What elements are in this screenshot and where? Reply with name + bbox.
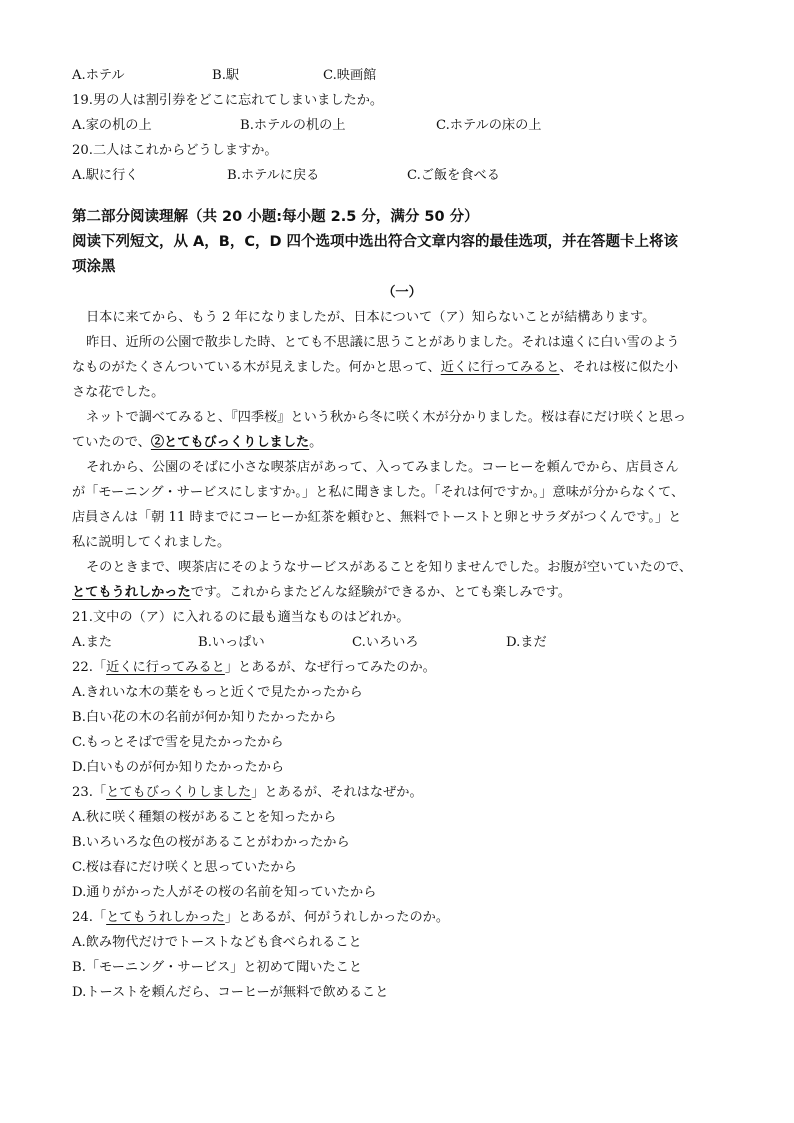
option-d: D.トーストを頼んだら、コーヒーが無料で飲めること — [72, 985, 389, 1000]
passage-paragraph: そのときまで、喫茶店にそのようなサービスがあることを知りませんでした。お腹が空いていたので、 — [86, 560, 693, 575]
option-a: A.家の机の上 — [72, 118, 152, 133]
text: 」とあるが、なぜ行ってみたのか。 — [224, 660, 436, 675]
text: 23.「 — [72, 785, 107, 800]
underlined-phrase: 近くに行ってみると — [440, 360, 560, 375]
text: なものがたくさんついている木が見えました。何かと思って、 — [72, 360, 441, 375]
passage-paragraph: 昨日、近所の公園で散歩した時、とても不思議に思うことがありました。それは遠くに白い雪のよう — [86, 335, 680, 350]
q18-options — [72, 63, 732, 88]
section-instruction-1: 阅读下列短文，从 A，B，C，D 四个选项中选出符合文章内容的最佳选项，并在答题卡上将该 — [72, 234, 679, 250]
option-b: B.「モーニング・サービス」と初めて聞いたこと — [72, 960, 363, 975]
passage-line: さな花でした。 — [72, 385, 165, 400]
passage-line — [72, 430, 732, 455]
option-c: C.桜は春にだけ咲くと思っていたから — [72, 860, 297, 875]
passage-line — [72, 355, 732, 380]
text: です。これからまたどんな経験ができるか、とても楽しみです。 — [190, 585, 572, 600]
option-b: B.ホテルに戻る — [227, 168, 320, 183]
q21-question: 21.文中の（ア）に入れるのに最も適当なものはどれか。 — [72, 610, 410, 625]
option-c: C.映画館 — [323, 68, 377, 83]
text: 24.「 — [72, 910, 107, 925]
option-b: B.いっぱい — [198, 635, 265, 650]
q21-options — [72, 630, 732, 655]
option-b: B.白い花の木の名前が何か知りたかったから — [72, 710, 337, 725]
option-c: C.ホテルの床の上 — [436, 118, 542, 133]
option-a: A.駅に行く — [72, 168, 139, 183]
q20-options — [72, 163, 732, 188]
underlined-phrase: 近くに行ってみると — [106, 660, 225, 675]
option-c: C.もっとそばで雪を見たかったから — [72, 735, 284, 750]
option-b: B.ホテルの机の上 — [240, 118, 346, 133]
text: ていたので、 — [72, 435, 151, 450]
option-c: C.ご飯を食べる — [407, 168, 500, 183]
option-a: A.ホテル — [72, 68, 125, 83]
exam-page — [72, 63, 732, 1005]
option-b: B.駅 — [212, 68, 240, 83]
option-a: A.秋に咲く種類の桜があることを知ったから — [72, 810, 337, 825]
text: 。 — [309, 435, 323, 450]
option-d: D.まだ — [506, 635, 547, 650]
text: 」とあるが、何がうれしかったのか。 — [224, 910, 450, 925]
q19-question: 19.男の人は割引券をどこに忘れてしまいましたか。 — [72, 93, 384, 108]
option-d: D.通りがかった人がその桜の名前を知っていたから — [72, 885, 377, 900]
passage-line: が「モーニング・サービスにしますか。」と私に聞きました。「それは何ですか。」意味が分からなくて、 — [72, 485, 685, 500]
q20-question: 20.二人はこれからどうしますか。 — [72, 143, 278, 158]
q24-question — [72, 905, 732, 930]
underlined-phrase: とてもうれしかった — [72, 585, 191, 600]
passage-number: （一） — [382, 285, 422, 300]
text: 」とあるが、それはなぜか。 — [251, 785, 423, 800]
underlined-phrase: ②とてもびっくりしました — [150, 435, 310, 450]
section-instruction-2: 项涂黑 — [72, 259, 116, 275]
section-title: 第二部分阅读理解（共 20 小题:每小题 2.5 分，满分 50 分） — [72, 209, 479, 225]
q22-question — [72, 655, 732, 680]
option-d: D.白いものが何か知りたかったから — [72, 760, 285, 775]
passage-paragraph: 日本に来てから、もう 2 年になりましたが、日本について（ア）知らないことが結構あります。 — [86, 310, 656, 325]
passage-paragraph: ネットで調べてみると、『四季桜』という秋から冬に咲く木が分かりました。桜は春にだけ咲くと思っ — [86, 410, 687, 425]
text: 22.「 — [72, 660, 107, 675]
passage-line: 私に説明してくれました。 — [72, 535, 231, 550]
option-a: A.きれいな木の葉をもっと近くで見たかったから — [72, 685, 363, 700]
text: 、それは桜に似た小 — [559, 360, 679, 375]
q19-options — [72, 113, 732, 138]
q23-question — [72, 780, 732, 805]
option-c: C.いろいろ — [352, 635, 419, 650]
option-a: A.飲み物代だけでトーストなども食べられること — [72, 935, 362, 950]
passage-paragraph: それから、公園のそばに小さな喫茶店があって、入ってみました。コーヒーを頼んでから、店員さん — [86, 460, 679, 475]
option-a: A.また — [72, 635, 113, 650]
passage-line — [72, 580, 732, 605]
passage-line: 店員さんは「朝 11 時までにコーヒーか紅茶を頼むと、無料でトーストと卵とサラダがつくんです。」と — [72, 510, 682, 525]
option-b: B.いろいろな色の桜があることがわかったから — [72, 835, 350, 850]
underlined-phrase: とてもびっくりしました — [106, 785, 252, 800]
underlined-phrase: とてもうれしかった — [106, 910, 225, 925]
